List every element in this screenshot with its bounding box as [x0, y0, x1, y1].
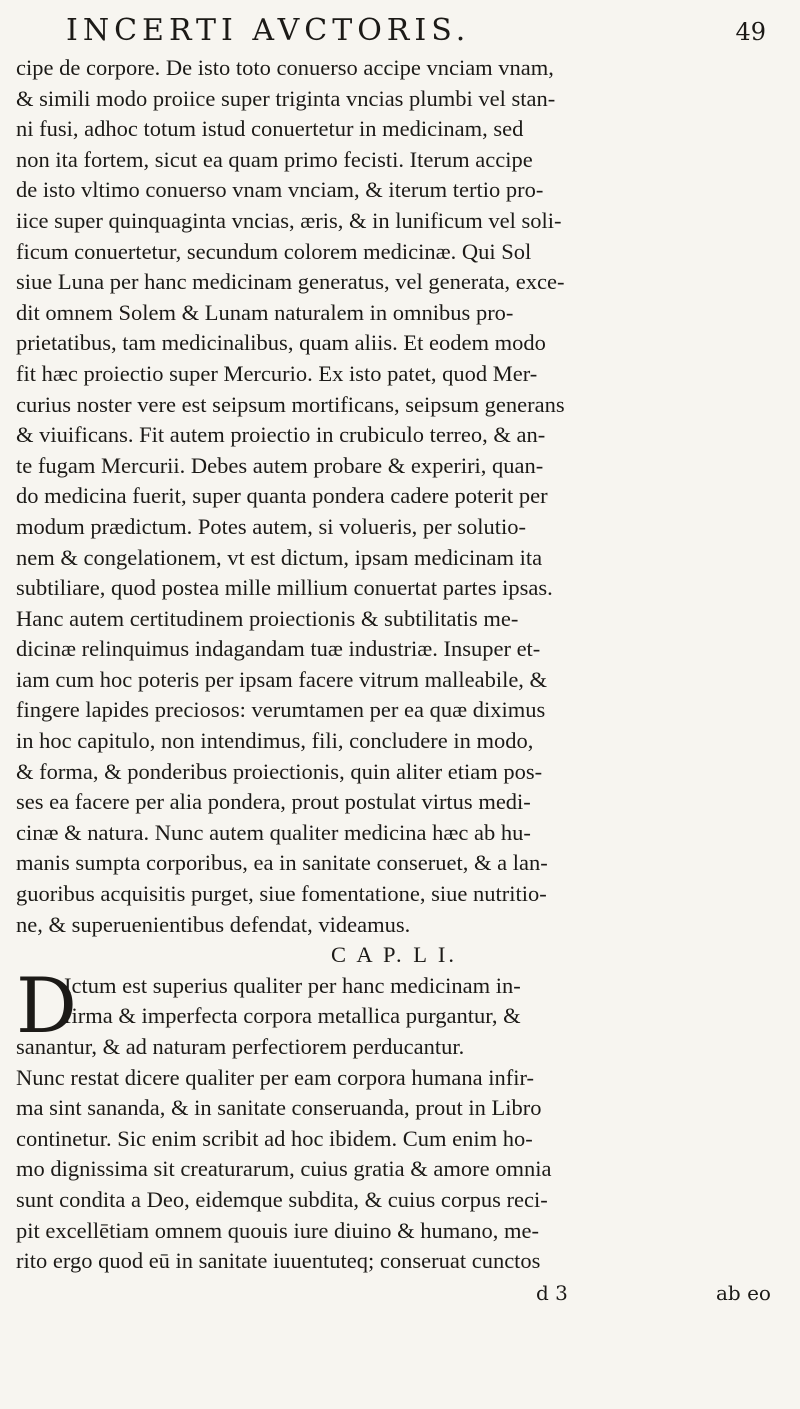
text-line: & forma, & ponderibus proiectionis, quin aliter etiam pos-: [16, 758, 543, 784]
signature-mark: d 3: [536, 1280, 568, 1305]
text-line: & simili modo proiice super triginta vncias plumbi vel stan-: [16, 85, 556, 111]
text-line: Hanc autem certitudinem proiectionis & subtilitatis me-: [16, 605, 519, 631]
text-line: sanantur, & ad naturam perfectiorem perducantur.: [16, 1034, 465, 1059]
catchword: ab eo: [716, 1280, 771, 1305]
text-line: curius noster vere est seipsum mortificans, seipsum generans: [16, 391, 565, 417]
text-line: do medicina fuerit, super quanta pondera cadere poterit per: [16, 483, 548, 509]
text-line: Ictum est superius qualiter per hanc medicinam in-: [64, 972, 521, 998]
drop-cap: D: [16, 960, 77, 1050]
text-line: iam cum hoc poteris per ipsam facere vitrum malleabile, &: [16, 666, 548, 692]
text-line: dicinæ relinquimus indagandam tuæ industriæ. Insuper et-: [16, 636, 541, 662]
text-line: iice super quinquaginta vncias, æris, & in lunificum vel soli-: [16, 207, 562, 233]
text-line: manis sumpta corporibus, ea in sanitate conseruet, & a lan-: [16, 850, 548, 876]
text-line: & viuificans. Fit autem proiectio in crubiculo terreo, & an-: [16, 422, 546, 448]
text-line: fit hæc proiectio super Mercurio. Ex isto patet, quod Mer-: [16, 360, 538, 386]
chapter-heading: C A P. L I.: [331, 942, 457, 968]
text-line: guoribus acquisitis purget, siue fomentatione, siue nutritio-: [16, 881, 547, 907]
text-line: ma sint sananda, & in sanitate conseruanda, prout in Libro: [16, 1095, 542, 1121]
text-line: firma & imperfecta corpora metallica purgantur, &: [64, 1003, 521, 1029]
text-line: cinæ & natura. Nunc autem qualiter medicina hæc ab hu-: [16, 819, 531, 845]
text-line: pit excellētiam omnem quouis iure diuino & humano, me-: [16, 1217, 540, 1243]
text-line: modum prædictum. Potes autem, si volueris, per solutio-: [16, 513, 526, 539]
page-footer: [16, 1277, 772, 1317]
text-line: te fugam Mercurii. Debes autem probare & experiri, quan-: [16, 452, 544, 478]
text-block-after: [16, 1032, 772, 1277]
text-line: in hoc capitulo, non intendimus, fili, concludere in modo,: [16, 728, 534, 754]
text-line: de isto vltimo conuerso vnam vnciam, & iterum tertio pro-: [16, 177, 544, 203]
text-line: dit omnem Solem & Lunam naturalem in omnibus pro-: [16, 299, 514, 325]
text-line: fingere lapides preciosos: verumtamen per ea quæ diximus: [16, 697, 546, 723]
text-line: prietatibus, tam medicinalibus, quam aliis. Et eodem modo: [16, 330, 546, 356]
text-line: continetur. Sic enim scribit ad hoc ibidem. Cum enim ho-: [16, 1125, 533, 1151]
page-number: 49: [735, 18, 766, 46]
text-line: ne, & superuenientibus defendat, videamus.: [16, 911, 411, 937]
text-line: Nunc restat dicere qualiter per eam corpora humana infir-: [16, 1064, 535, 1090]
text-line: sunt condita a Deo, eidemque subdita, & cuius corpus reci-: [16, 1186, 548, 1212]
page-body: [16, 53, 772, 1277]
text-line: subtiliare, quod postea mille millium conuertat partes ipsas.: [16, 575, 553, 601]
text-line: mo dignissima sit creaturarum, cuius gratia & amore omnia: [16, 1156, 552, 1182]
text-line: rito ergo quod eū in sanitate iuuentuteq; conseruat cunctos: [16, 1248, 541, 1274]
text-line: non ita fortem, sicut ea quam primo fecisti. Iterum accipe: [16, 146, 533, 172]
text-line: ses ea facere per alia pondera, prout postulat virtus medi-: [16, 789, 531, 815]
running-title: INCERTI AVCTORIS.: [66, 13, 471, 48]
text-line: ni fusi, adhoc totum istud conuertetur in medicinam, sed: [16, 116, 524, 142]
dropcap-lines: [64, 971, 772, 1032]
text-block-before: [16, 53, 772, 940]
text-line: siue Luna per hanc medicinam generatus, vel generata, exce-: [16, 269, 565, 295]
text-line: ficum conuertetur, secundum colorem medicinæ. Qui Sol: [16, 238, 532, 264]
page-header: [16, 14, 772, 49]
text-line: nem & congelationem, vt est dictum, ipsam medicinam ita: [16, 544, 543, 570]
text-line: cipe de corpore. De isto toto conuerso accipe vnciam vnam,: [16, 55, 554, 80]
